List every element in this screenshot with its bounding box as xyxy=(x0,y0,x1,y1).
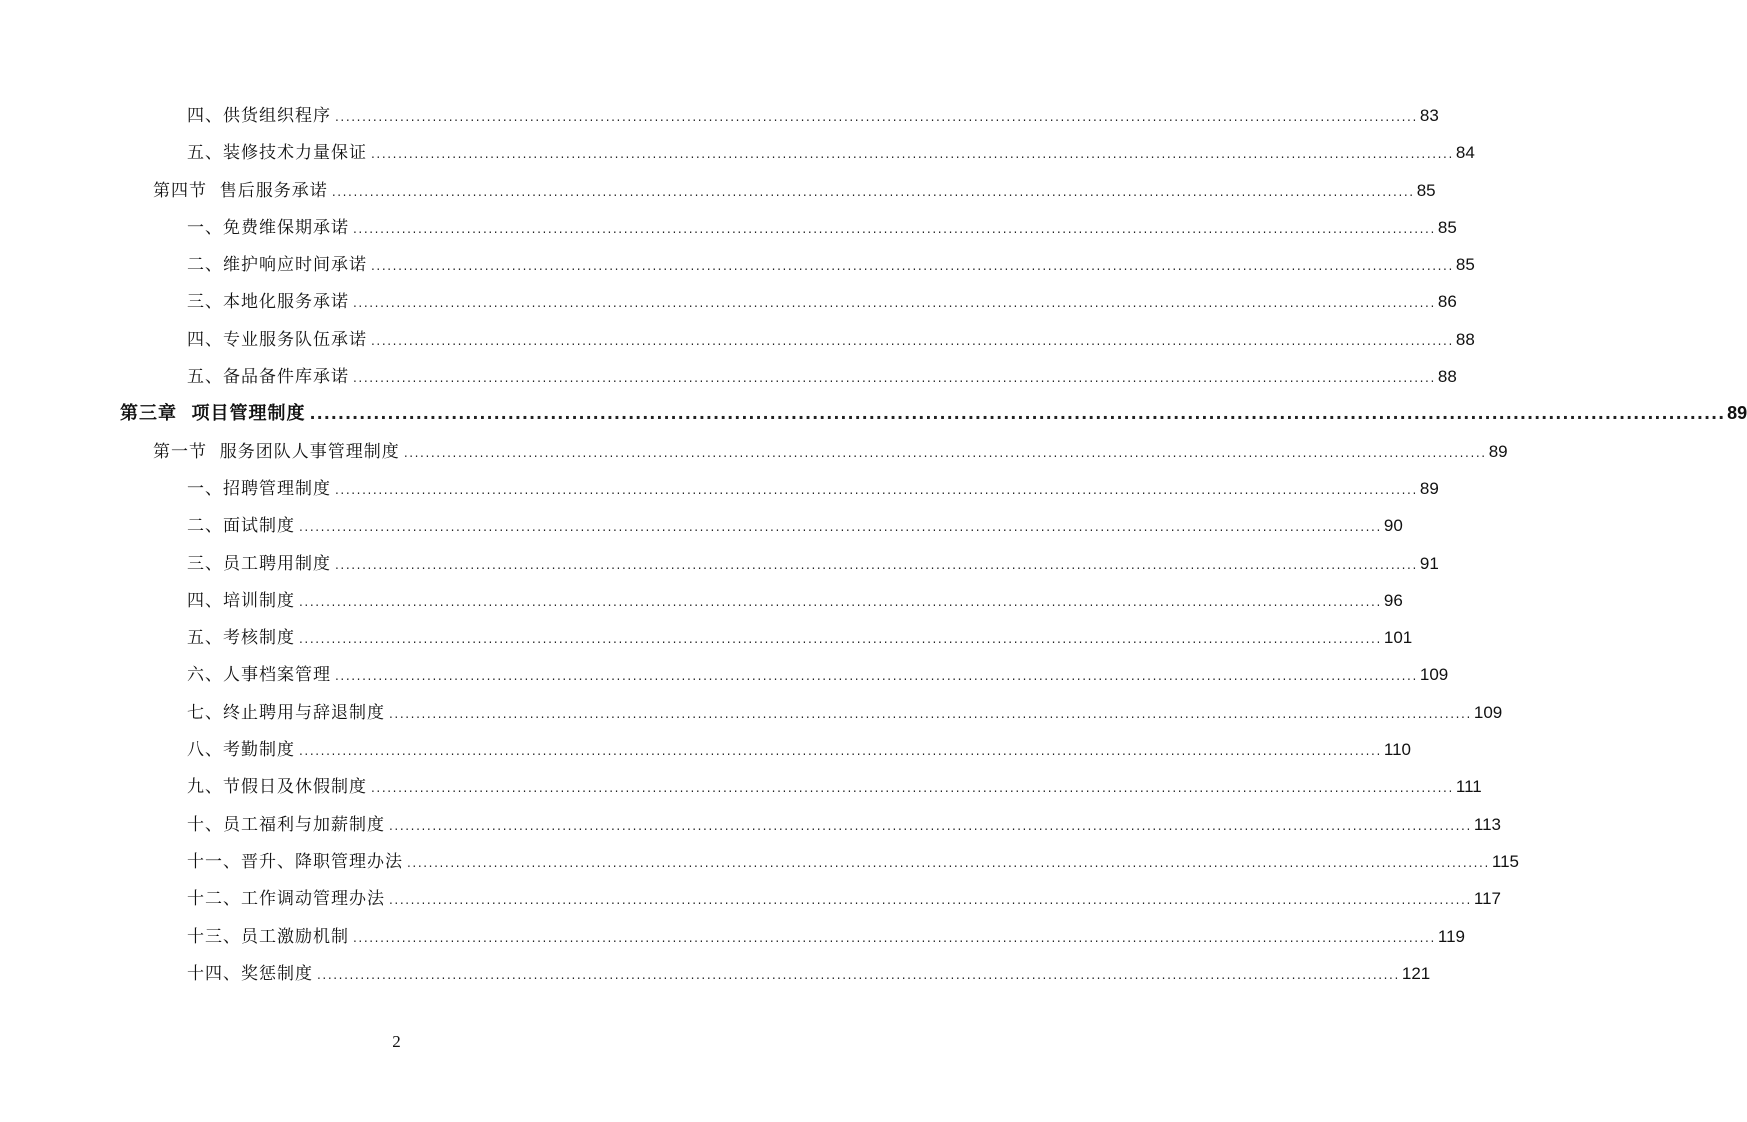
toc-dot-leader: ........................................................................................................................................................................................................ xyxy=(389,818,1472,833)
toc-dot-leader: ........................................................................................................................................................................................................ xyxy=(389,893,1472,908)
toc-entry[interactable] xyxy=(187,549,1439,586)
toc-dot-leader: ........................................................................................................................................................................................................ xyxy=(317,967,1400,982)
toc-entry-page: 84 xyxy=(1455,143,1475,163)
toc-entry-title: 五、装修技术力量保证 xyxy=(187,143,367,164)
toc-entry[interactable] xyxy=(187,922,1465,959)
toc-entry-page: 110 xyxy=(1383,740,1411,760)
toc-dot-leader: ........................................................................................................................................................................................................ xyxy=(407,855,1490,870)
toc-dot-leader: ........................................................................................................................................................................................................ xyxy=(371,781,1454,796)
toc-dot-leader: ........................................................................................................................................................................................................ xyxy=(299,594,1382,609)
toc-entry-title: 十二、工作调动管理办法 xyxy=(187,889,385,910)
toc-dot-leader: ........................................................................................................................................................................................................ xyxy=(331,184,1415,199)
toc-entry[interactable] xyxy=(187,474,1439,511)
toc-entry-title: 二、维护响应时间承诺 xyxy=(187,255,367,276)
toc-entry-page: 88 xyxy=(1455,329,1475,349)
toc-entry[interactable] xyxy=(187,847,1519,884)
toc-entry-title: 七、终止聘用与辞退制度 xyxy=(187,702,385,723)
toc-entry-page: 88 xyxy=(1437,367,1457,387)
toc-entry[interactable] xyxy=(187,810,1501,847)
toc-dot-leader: ........................................................................................................................................................................................................ xyxy=(309,404,1726,424)
toc-entry-title: 十三、员工激励机制 xyxy=(187,926,349,947)
toc-dot-leader: ........................................................................................................................................................................................................ xyxy=(335,110,1418,124)
toc-dot-leader: ........................................................................................................................................................................................................ xyxy=(389,706,1472,721)
toc-entry-title: 四、培训制度 xyxy=(187,590,295,611)
page-number: 2 xyxy=(392,1032,401,1051)
toc-entry[interactable] xyxy=(187,735,1411,772)
toc-dot-leader: ........................................................................................................................................................................................................ xyxy=(299,632,1382,647)
toc-entry[interactable] xyxy=(187,511,1403,548)
toc-entry[interactable] xyxy=(153,437,1508,474)
toc-dot-leader: ........................................................................................................................................................................................................ xyxy=(335,557,1418,572)
toc-entry[interactable] xyxy=(187,138,1475,175)
toc-entry-title: 十一、晋升、降职管理办法 xyxy=(187,851,403,872)
toc-dot-leader: ........................................................................................................................................................................................................ xyxy=(353,296,1436,311)
toc-dot-leader: ........................................................................................................................................................................................................ xyxy=(335,482,1418,497)
toc-entry-title: 第四节 售后服务承诺 xyxy=(153,180,328,201)
toc-entry-title: 十、员工福利与加薪制度 xyxy=(187,814,385,835)
toc-entry-page: 85 xyxy=(1437,217,1457,237)
toc-entry-title: 一、招聘管理制度 xyxy=(187,478,331,499)
toc-dot-leader: ........................................................................................................................................................................................................ xyxy=(371,333,1454,348)
toc-entry-title: 一、免费维保期承诺 xyxy=(187,217,349,238)
toc-entry-title: 第一节 服务团队人事管理制度 xyxy=(153,441,400,462)
toc-dot-leader: ........................................................................................................................................................................................................ xyxy=(353,930,1436,945)
toc-entry-page: 101 xyxy=(1383,628,1413,648)
toc-entry[interactable] xyxy=(187,362,1457,399)
toc-entry-page: 111 xyxy=(1455,777,1482,797)
toc-entry-title: 五、备品备件库承诺 xyxy=(187,367,349,388)
toc-entry-title: 四、专业服务队伍承诺 xyxy=(187,329,367,350)
toc-entry-page: 109 xyxy=(1473,702,1503,722)
toc-dot-leader: ........................................................................................................................................................................................................ xyxy=(371,259,1454,274)
toc-entry-title: 三、本地化服务承诺 xyxy=(187,292,349,313)
toc-entry-title: 三、员工聘用制度 xyxy=(187,553,331,574)
toc-entry-page: 115 xyxy=(1491,851,1519,871)
toc-entry-page: 121 xyxy=(1401,963,1431,983)
toc-entry-page: 89 xyxy=(1727,403,1747,424)
toc-entry-title: 九、节假日及休假制度 xyxy=(187,777,367,798)
toc-entry[interactable] xyxy=(187,698,1503,735)
toc-entry-title: 十四、奖惩制度 xyxy=(187,963,313,984)
toc-entry-title: 五、考核制度 xyxy=(187,628,295,649)
toc-entry-title: 八、考勤制度 xyxy=(187,740,295,761)
toc-entry[interactable] xyxy=(187,101,1439,138)
toc-dot-leader: ........................................................................................................................................................................................................ xyxy=(353,371,1436,386)
toc-entry-page: 85 xyxy=(1416,180,1436,200)
toc-entry-title: 六、人事档案管理 xyxy=(187,665,331,686)
toc-entry-page: 90 xyxy=(1383,516,1403,536)
toc-entry-page: 86 xyxy=(1437,292,1457,312)
toc-dot-leader: ........................................................................................................................................................................................................ xyxy=(335,669,1418,684)
toc-entry[interactable] xyxy=(187,660,1449,697)
toc-entry[interactable] xyxy=(187,325,1475,362)
toc-entry-page: 117 xyxy=(1473,889,1501,909)
toc-entry[interactable] xyxy=(187,623,1413,660)
toc-entry[interactable] xyxy=(153,176,1436,213)
toc-entry[interactable] xyxy=(187,250,1475,287)
toc-entry[interactable] xyxy=(120,399,1747,436)
toc-entry-page: 89 xyxy=(1488,441,1508,461)
toc-dot-leader: ........................................................................................................................................................................................................ xyxy=(371,147,1454,162)
toc-entry[interactable] xyxy=(187,213,1457,250)
toc-dot-leader: ........................................................................................................................................................................................................ xyxy=(299,744,1382,759)
toc-entry-page: 91 xyxy=(1419,553,1439,573)
toc-dot-leader: ........................................................................................................................................................................................................ xyxy=(353,221,1436,236)
toc-entry-page: 83 xyxy=(1419,106,1439,125)
table-of-contents xyxy=(0,101,1747,996)
toc-entry-page: 89 xyxy=(1419,478,1439,498)
toc-dot-leader: ........................................................................................................................................................................................................ xyxy=(299,520,1382,535)
toc-entry-title: 四、供货组织程序 xyxy=(187,106,331,126)
toc-entry-page: 96 xyxy=(1383,590,1403,610)
toc-entry[interactable] xyxy=(187,287,1457,324)
toc-entry-page: 109 xyxy=(1419,665,1449,685)
toc-entry-page: 119 xyxy=(1437,926,1465,946)
toc-entry[interactable] xyxy=(187,586,1403,623)
toc-entry-title: 二、面试制度 xyxy=(187,516,295,537)
toc-entry[interactable] xyxy=(187,959,1431,996)
toc-entry-title: 第三章 项目管理制度 xyxy=(120,403,306,425)
toc-entry-page: 85 xyxy=(1455,255,1475,275)
toc-entry[interactable] xyxy=(187,772,1482,809)
toc-entry-page: 113 xyxy=(1473,814,1501,834)
toc-dot-leader: ........................................................................................................................................................................................................ xyxy=(403,445,1487,460)
toc-entry[interactable] xyxy=(187,884,1501,921)
